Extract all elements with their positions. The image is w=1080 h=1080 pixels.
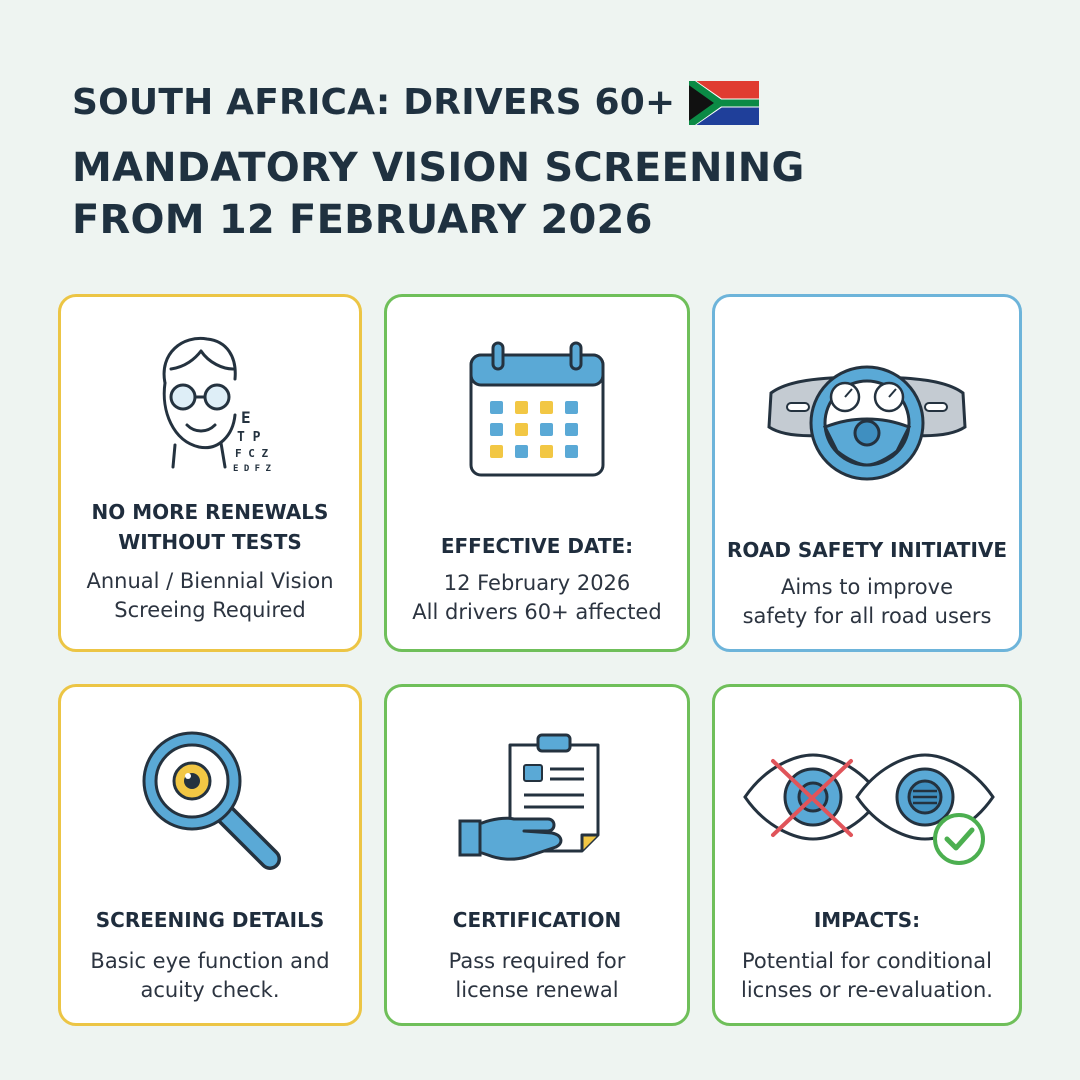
title-line-3: FROM 12 FEBRUARY 2026 (72, 197, 653, 243)
south-africa-flag-icon (689, 81, 759, 125)
card-heading: EFFECTIVE DATE: (440, 534, 634, 558)
card-screening-details (58, 684, 362, 1026)
svg-text:E: E (241, 408, 251, 427)
steering-wheel-icon (757, 355, 977, 485)
card-effective-date (384, 294, 690, 652)
title-line-1 (72, 78, 1012, 128)
card-certification (384, 684, 690, 1026)
svg-text:E D F Z: E D F Z (233, 464, 271, 473)
title-line-1-text: SOUTH AFRICA: DRIVERS 60+ (72, 82, 676, 123)
card-heading: IMPACTS: (813, 908, 921, 932)
senior-eye-chart-icon (135, 323, 285, 473)
card-heading: ROAD SAFETY INITIATIVE (726, 538, 1008, 562)
card-body: Pass required for license renewal (448, 949, 626, 1002)
card-body: Aims to improve safety for all road users (742, 575, 992, 628)
card-impacts (712, 684, 1022, 1026)
svg-text:T P: T P (237, 430, 261, 445)
card-heading: CERTIFICATION (452, 908, 622, 932)
card-body: 12 February 2026 All drivers 60+ affected (412, 571, 662, 624)
calendar-icon (457, 339, 617, 479)
card-body: Potential for conditional licnses or re-evaluation. (741, 949, 993, 1002)
magnifier-eye-icon (130, 723, 290, 873)
card-road-safety (712, 294, 1022, 652)
certificate-hand-icon (452, 723, 622, 873)
card-renewals (58, 294, 362, 652)
title-line-2: MANDATORY VISION SCREENING (72, 145, 805, 191)
card-heading: NO MORE RENEWALS WITHOUT TESTS (91, 500, 329, 554)
eyes-cross-check-icon (737, 747, 997, 867)
card-body: Basic eye function and acuity check. (90, 949, 330, 1002)
svg-text:F C Z: F C Z (235, 447, 269, 460)
card-heading: SCREENING DETAILS (95, 908, 325, 932)
card-body: Annual / Biennial Vision Screeing Required (86, 569, 334, 622)
page-title (72, 78, 1012, 246)
